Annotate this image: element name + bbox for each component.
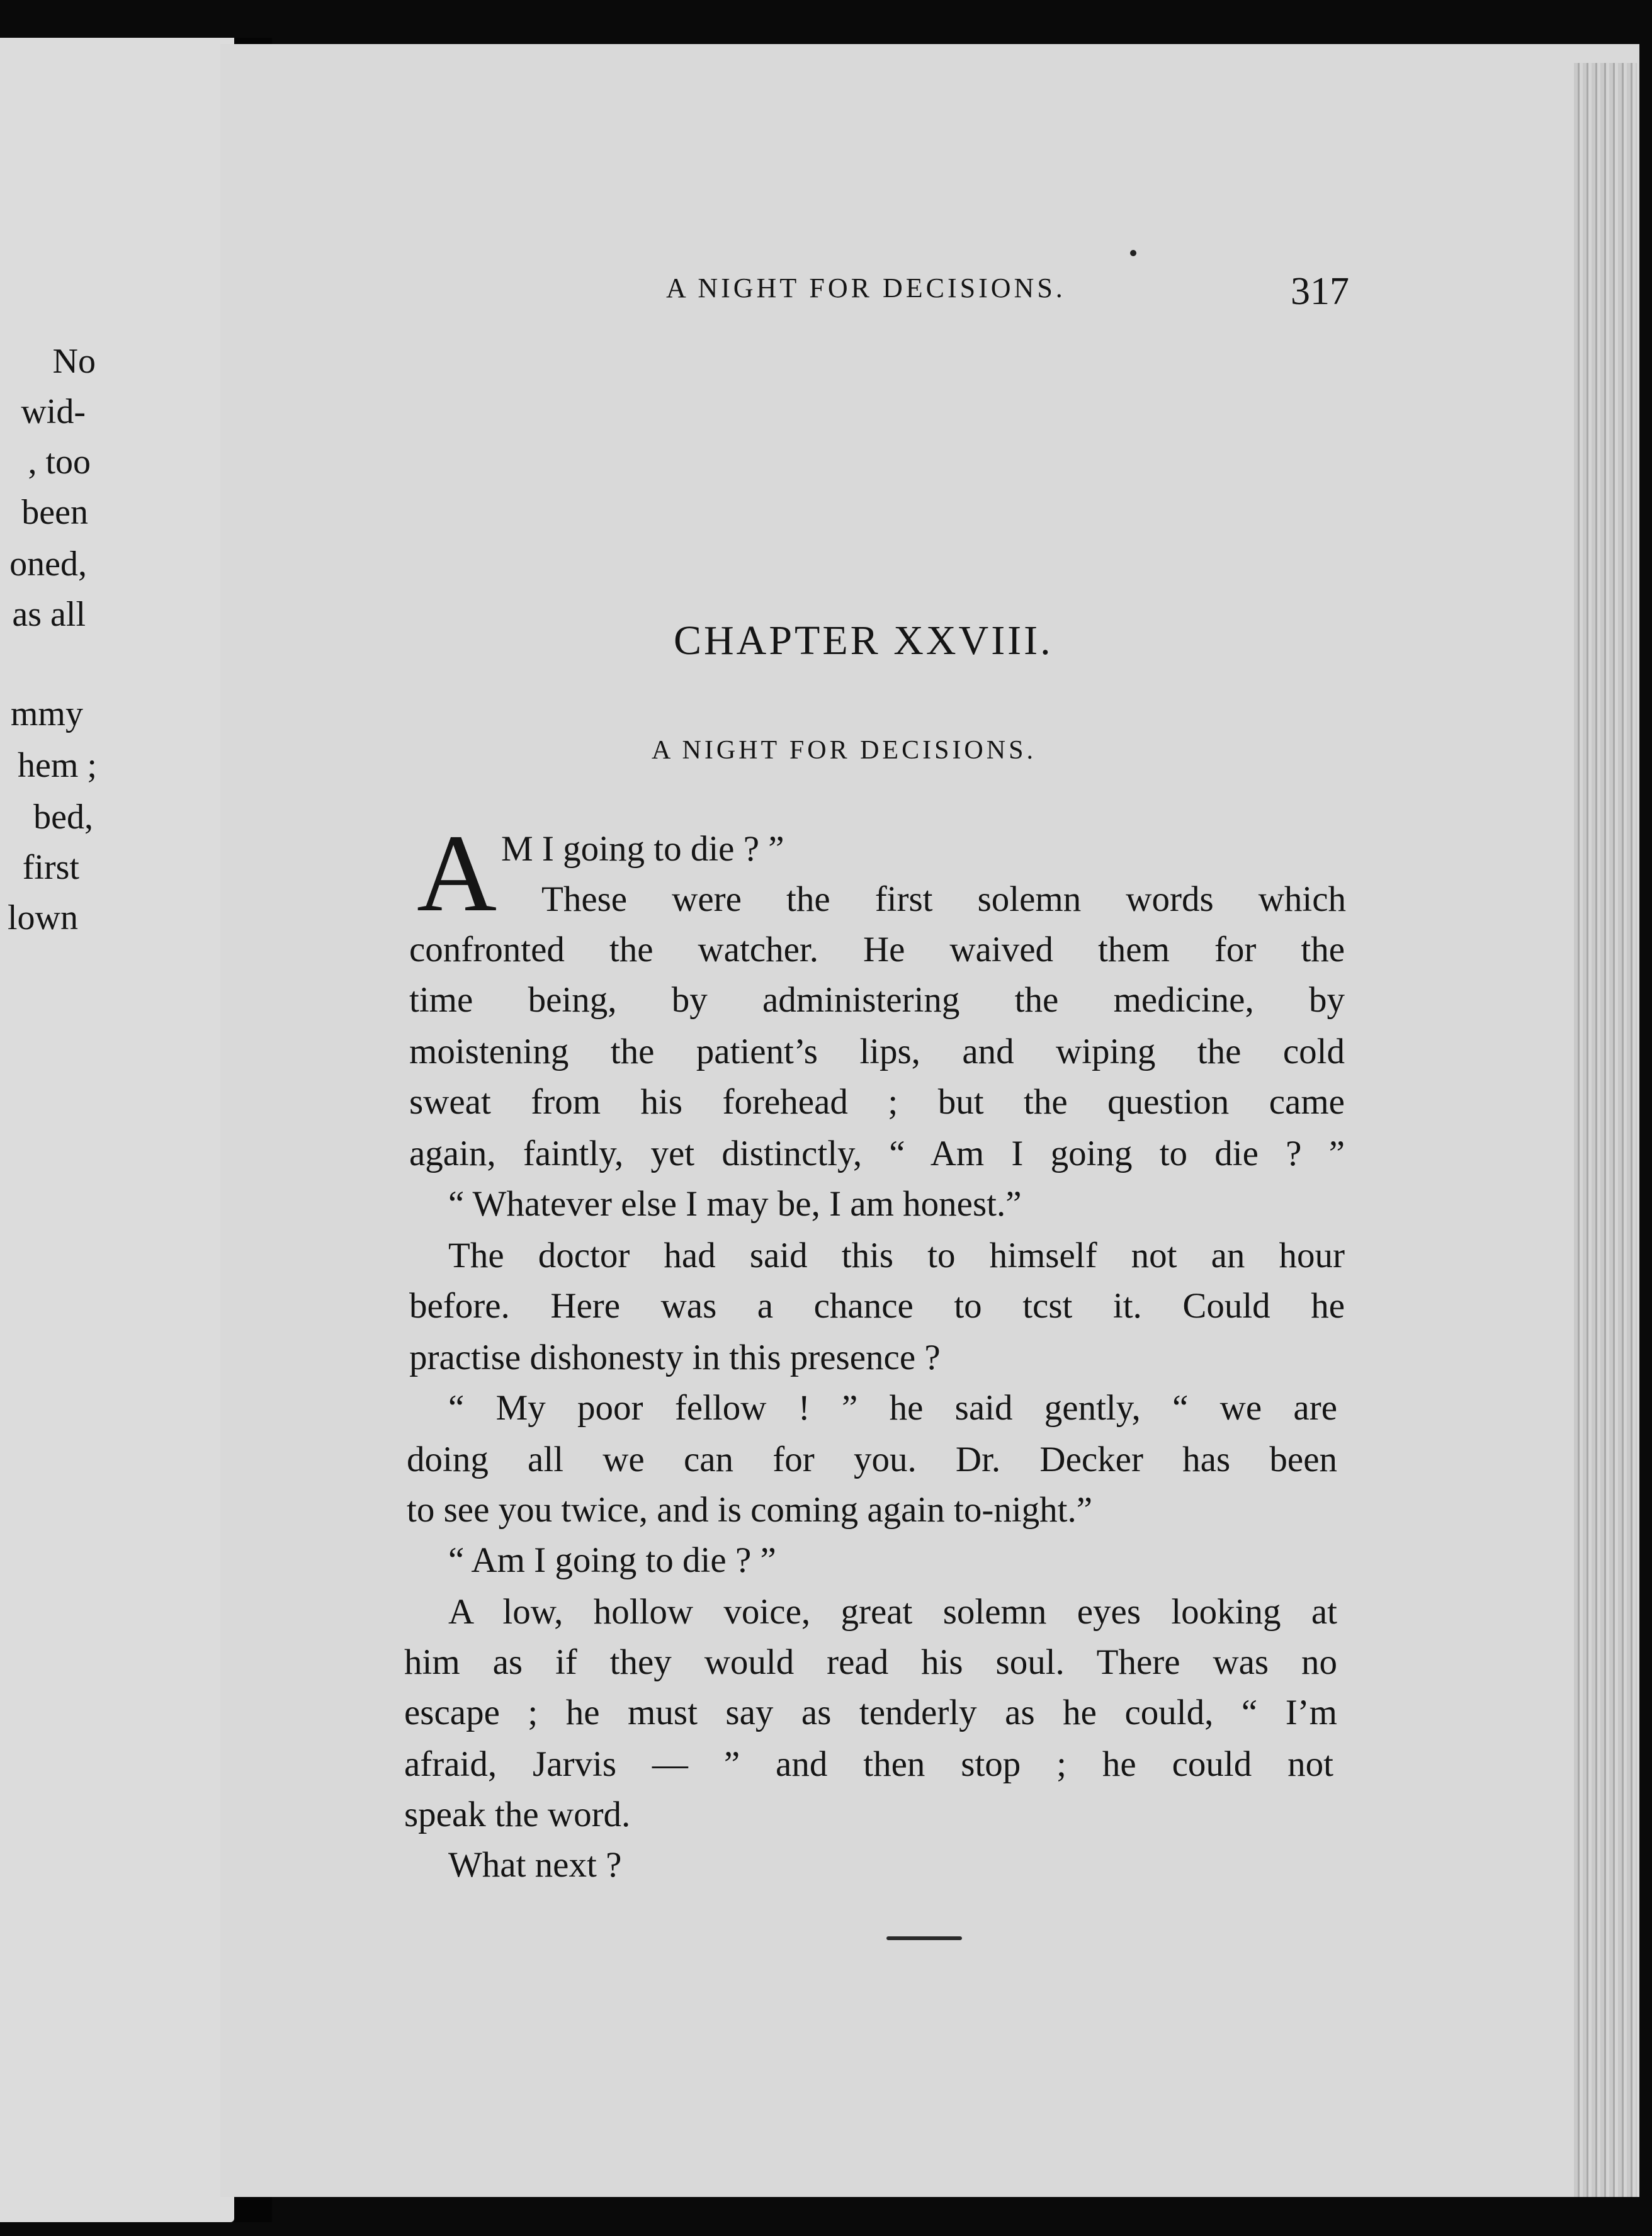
text-line: doing all we can for you. Dr. Decker has been [407,1440,1337,1479]
text-line: moistening the patient’s lips, and wiping the cold [409,1032,1345,1071]
text-line: M I going to die ? ” [501,829,784,869]
text-line: These were the first solemn words which [541,879,1346,919]
end-ornament [886,1936,962,1940]
left-page-line: first [22,848,79,887]
text-line: The doctor had said this to himself not an hour [448,1236,1345,1275]
left-page [0,38,234,2222]
text-line: sweat from his forehead ; but the question came [409,1082,1345,1122]
text-line: speak the word. [404,1795,631,1834]
left-page-line: bed, [33,798,93,837]
text-line: confronted the watcher. He waived them for the [409,930,1345,969]
chapter-subtitle: A NIGHT FOR DECISIONS. [652,736,1036,765]
text-line: escape ; he must say as tenderly as he could, “ I’m [404,1693,1337,1732]
text-line: to see you twice, and is coming again to-night.” [407,1490,1093,1530]
left-page-line: , too [28,443,91,482]
text-line: again, faintly, yet distinctly, “ Am I going to die ? ” [409,1134,1345,1173]
text-line: afraid, Jarvis — ” and then stop ; he could not [404,1744,1333,1784]
left-page-line: mmy [10,694,83,733]
left-page-line: been [21,493,88,532]
text-line: A low, hollow voice, great solemn eyes looking at [448,1592,1337,1632]
text-line: “ My poor fellow ! ” he said gently, “ we are [448,1388,1337,1428]
left-page-line: oned, [9,545,87,584]
text-line: “ Whatever else I may be, I am honest.” [448,1184,1022,1224]
left-page-line: No [52,342,96,381]
text-line: time being, by administering the medicine, by [409,980,1345,1020]
text-line: him as if they would read his soul. There was no [404,1642,1337,1682]
left-page-line: hem ; [18,746,97,785]
page-number: 317 [1291,270,1349,313]
page-edge [1574,63,1637,2197]
text-line: practise dishonesty in this presence ? [409,1338,941,1377]
left-page-line: lown [8,898,78,937]
left-page-line: wid- [21,392,86,431]
text-line: before. Here was a chance to tcst it. Could he [409,1286,1345,1326]
drop-cap: A [417,812,497,935]
text-line: “ Am I going to die ? ” [448,1540,776,1580]
left-page-line: as all [12,595,86,634]
ink-speck [1130,250,1136,256]
running-head: A NIGHT FOR DECISIONS. [666,273,1066,303]
chapter-title: CHAPTER XXVIII. [674,618,1053,663]
text-line: What next ? [448,1845,622,1885]
